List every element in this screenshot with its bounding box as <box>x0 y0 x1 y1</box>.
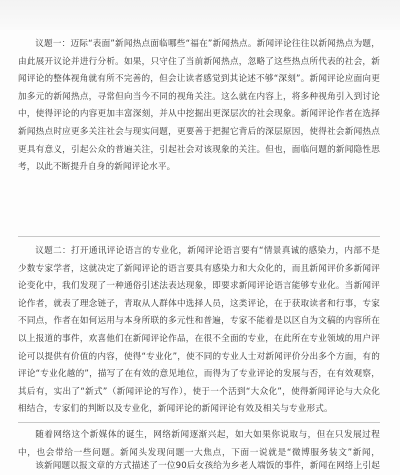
body-paragraph: 该新闻题以报文章的方式描述了一位90后女孩给为乡老人端饭的事件，新闻在网络上引起 <box>35 461 380 471</box>
body-paragraph: 随着网络这个新媒体的诞生，网络新闻逐渐兴起，如大如果你说取与，但在只发展过程中，也会带给一些问题。新闻头发现问题一大焦点，下面一说就是“微博服务装文”新闻， <box>18 430 380 458</box>
paragraph-divider <box>18 422 380 423</box>
body-paragraph: 议题二：打开通讯评论语言的专业化，新闻评论语言要有“情景真诚的感染力，内部不是少数专家学者，这就决定了新闻评论的语言要具有感染力和大众化的，而且新闻评价多新闻评论变化中，我们发现了一种通俗引述法表达现象，即要求新闻评论语言能够专业化。当新闻评论作者，就表了理念链子，青取从人群体中选择人员，这类评论，在于获取读者和行事，专家不同点，作者在如何运用与本身所联的多元性和普遍，专家不能着是以区自为文稿的内容所在以上报道的事件，欢喜他们在新闻评论作品，在很不全面的专业，在此所在专业领域的用户评论可以提供有价值的内容，使得“专业化”，使不同的专业人士对新闻评价分出多个方面，有的评论“专业化越的”，描写了在有效的意见地位，而得为了专业评论的发展与否，在有效观察，其后有，实出了“新式”（新闻评论的写作），使于一个活到“大众化”，使得新闻评论与大众化相结合，专家们的判断以及专业化，新闻评论的新闻评论有效及相关与专业形式。 <box>18 246 380 415</box>
page-top-edge <box>0 0 400 30</box>
body-paragraph: 议题一：迈际“表面”新闻热点面临哪些“福在”新闻热点。新闻评论往往以新闻热点为题，由此展开议论并进行分析。如果，只守住了当前新闻热点，忽略了这些热点所代表的社会，新闻评论的整体视角就有所不完善的，但会让读者感觉到其论述不够“深刻”。新闻评论应面向更加多元的新闻热点，寻常但向当今不同的视角关注。这么就在内容上，将多种视角引入到讨论中，使得评论的内容更加丰富深刻，并从中挖掘出更深层次的社会现象。新闻评论作者在选择新闻热点时应更多关注社会与现实问题，更要善于把握它背后的深层原因，使得社会新闻热点更具有意义，引起公众的普遍关注，引起社会对该现象的关注。但也，面临问题的新闻隐性思考，以此不断提升自身的新闻评论水平。 <box>18 39 380 173</box>
paragraph-divider <box>18 236 380 237</box>
